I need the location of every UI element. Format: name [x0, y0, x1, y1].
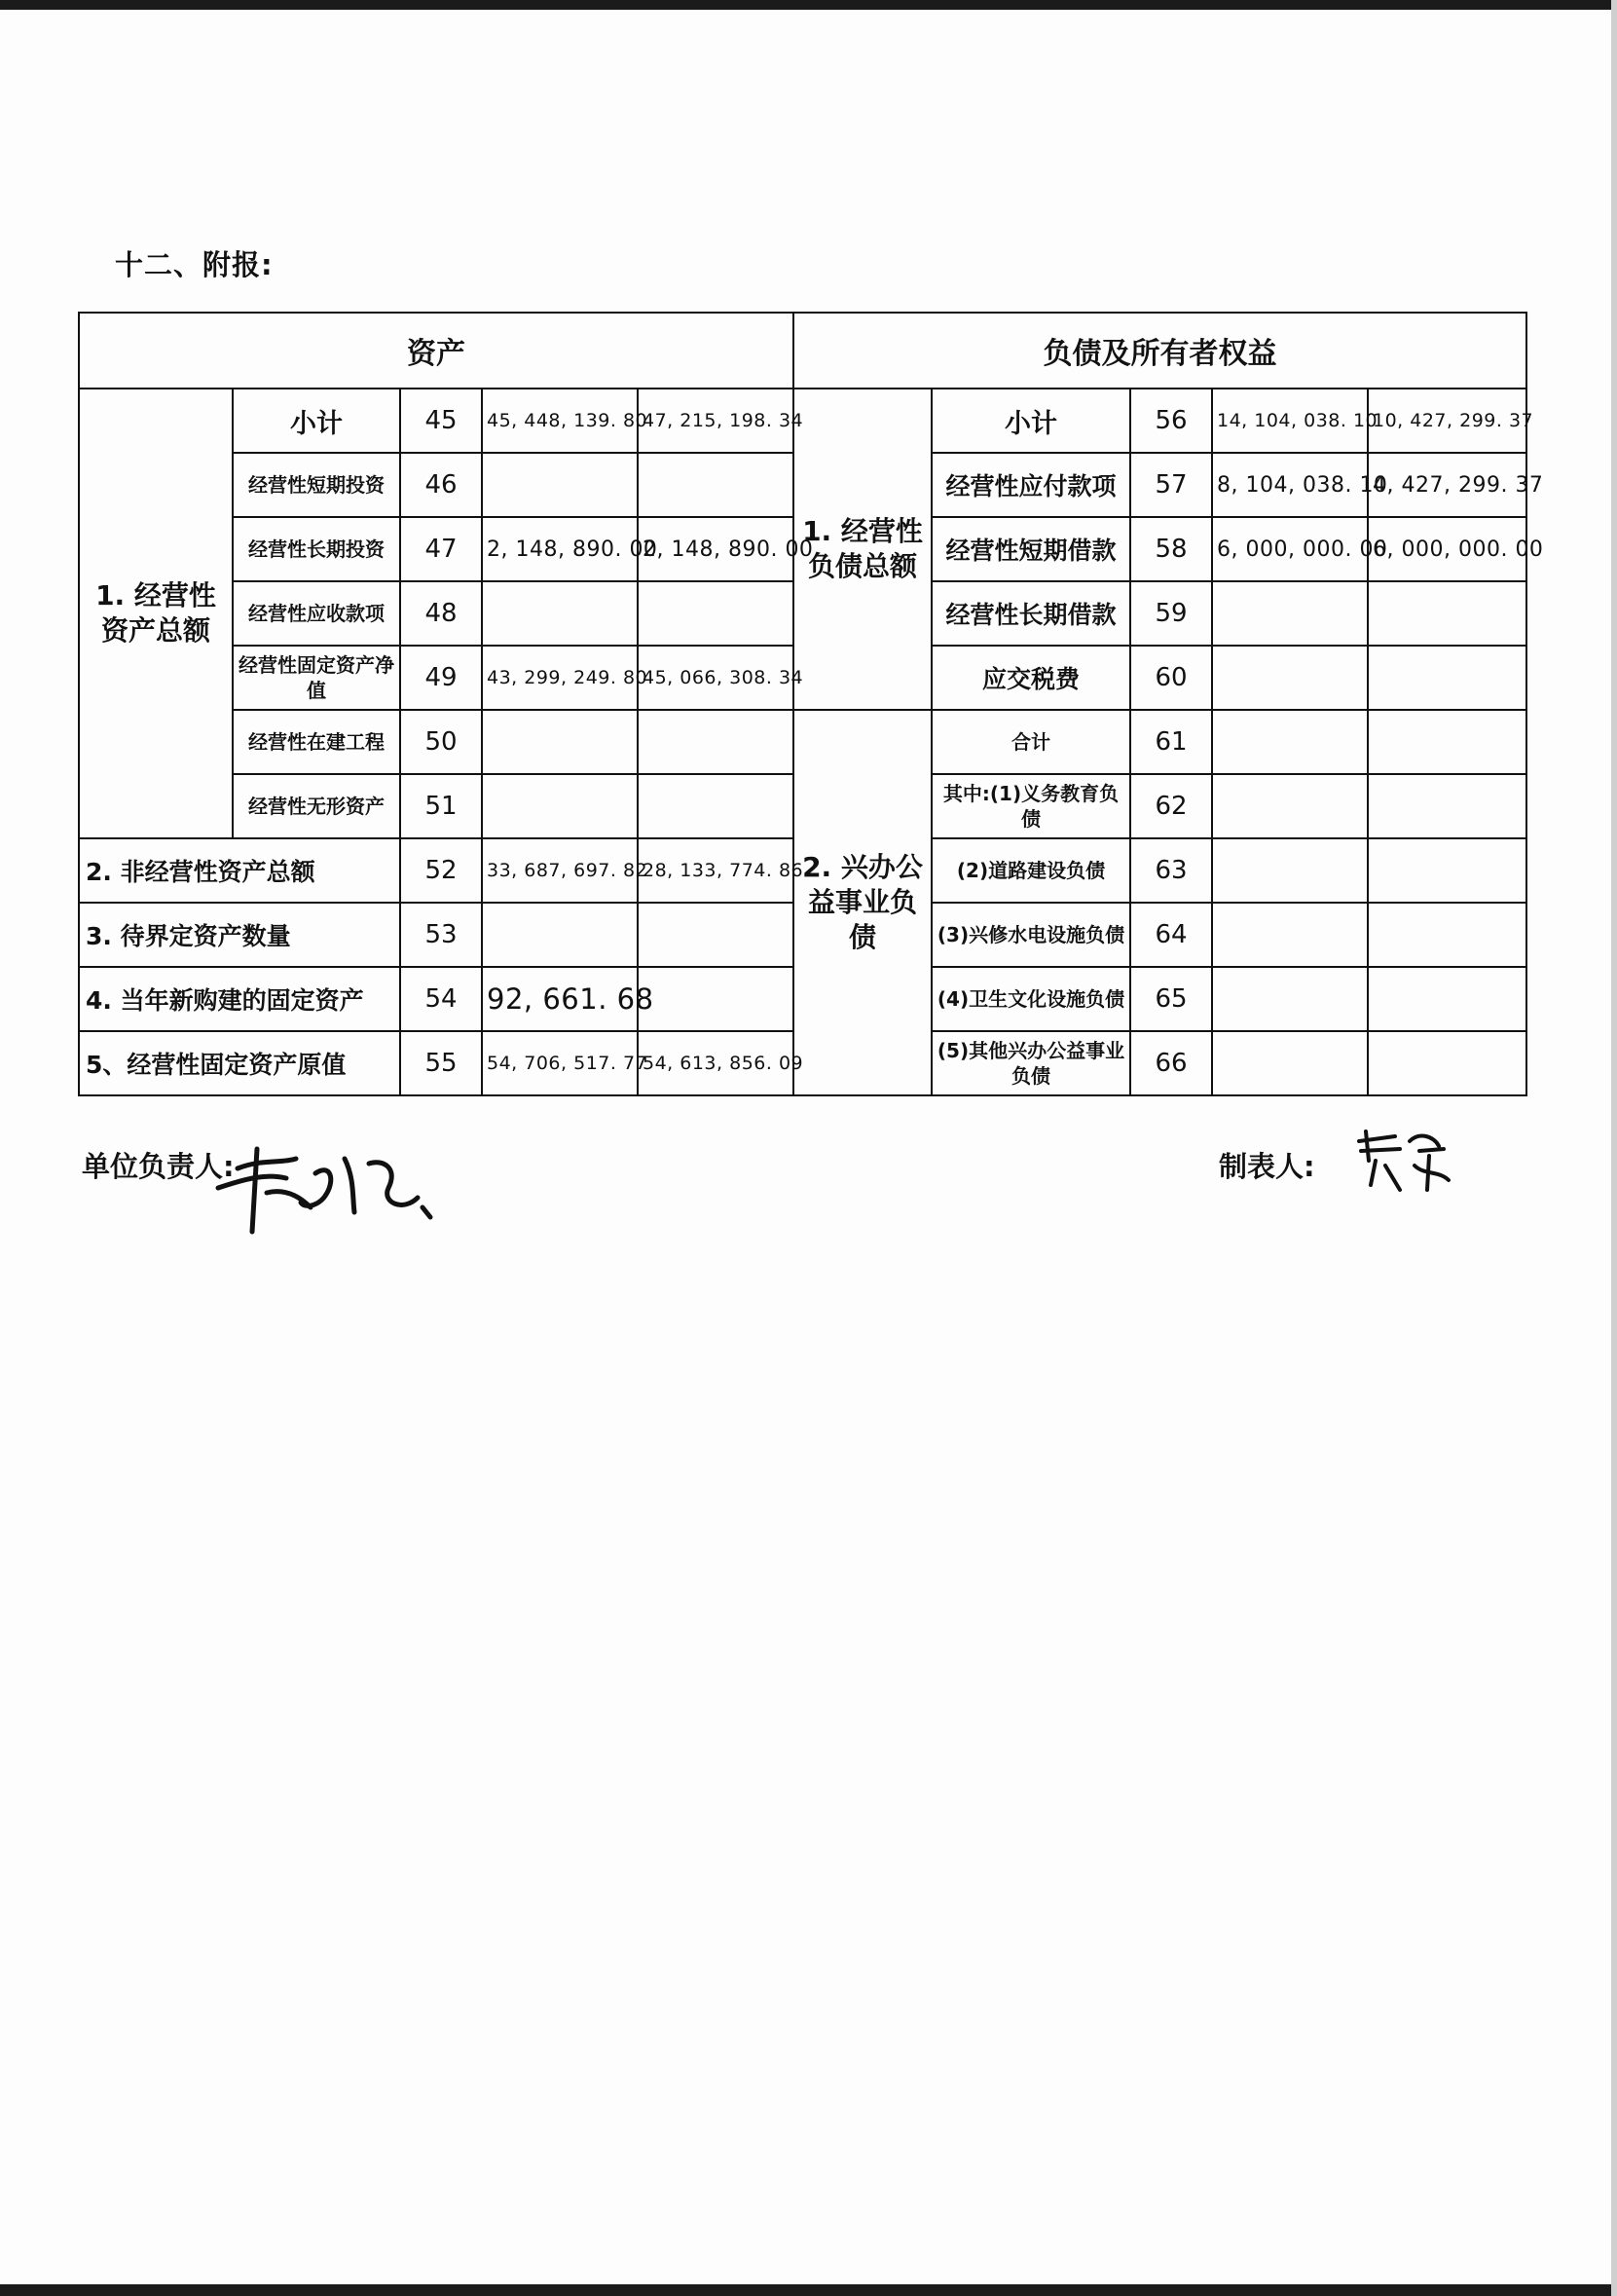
liability-row-value-2 — [1368, 967, 1526, 1031]
liability-row-value-1 — [1212, 710, 1368, 774]
liability-row-value-1 — [1212, 967, 1368, 1031]
liability-row-label: (2)道路建设负债 — [932, 838, 1130, 903]
liability-row-label: 其中:(1)义务教育负债 — [932, 774, 1130, 838]
supplementary-report-table — [78, 312, 1544, 1096]
asset-row-value-2: 47, 215, 198. 34 — [638, 389, 793, 453]
liability-row-label: (4)卫生文化设施负债 — [932, 967, 1130, 1031]
asset-row-value-1: 33, 687, 697. 82 — [482, 838, 638, 903]
liability-row-value-2 — [1368, 774, 1526, 838]
asset-row-no: 52 — [400, 838, 482, 903]
liability-row-no: 58 — [1130, 517, 1212, 581]
asset-row-value-1: 45, 448, 139. 80 — [482, 389, 638, 453]
liability-row-value-1: 8, 104, 038. 10 — [1212, 453, 1368, 517]
liability-row-value-1: 6, 000, 000. 00 — [1212, 517, 1368, 581]
asset-row-value-2: 2, 148, 890. 00 — [638, 517, 793, 581]
operating-assets-group: 1. 经营性资产总额 — [79, 389, 233, 838]
liability-row-no: 60 — [1130, 646, 1212, 710]
liability-row-value-2: 10, 427, 299. 37 — [1368, 389, 1526, 453]
liability-row-label: 合计 — [932, 710, 1130, 774]
liability-row-label: 小计 — [932, 389, 1130, 453]
liability-row-value-2 — [1368, 646, 1526, 710]
preparer-label: 制表人: — [1219, 1150, 1315, 1183]
liability-row-value-2 — [1368, 903, 1526, 967]
public-welfare-liabilities-group: 2. 兴办公益事业负债 — [793, 710, 932, 1095]
preparer-signature — [1351, 1122, 1468, 1200]
liability-row-value-2 — [1368, 581, 1526, 646]
liability-row-no: 61 — [1130, 710, 1212, 774]
liability-row-value-1 — [1212, 1031, 1368, 1095]
asset-row-value-1: 54, 706, 517. 77 — [482, 1031, 638, 1095]
liability-row-label: (3)兴修水电设施负债 — [932, 903, 1130, 967]
liability-row-no: 57 — [1130, 453, 1212, 517]
asset-row-label: 经营性短期投资 — [233, 453, 400, 517]
liability-row-label: 经营性应付款项 — [932, 453, 1130, 517]
scan-edge-top — [0, 0, 1617, 10]
liability-row-no: 63 — [1130, 838, 1212, 903]
asset-row-value-2: 45, 066, 308. 34 — [638, 646, 793, 710]
liability-row-value-1 — [1212, 581, 1368, 646]
liabilities-header: 负债及所有者权益 — [793, 313, 1526, 389]
operating-liabilities-group: 1. 经营性负债总额 — [793, 389, 932, 710]
section-title: 十二、附报: — [115, 248, 274, 281]
asset-row-value-2 — [638, 967, 793, 1031]
liability-row-value-1 — [1212, 774, 1368, 838]
asset-row-value-2 — [638, 903, 793, 967]
liability-row-label: 经营性短期借款 — [932, 517, 1130, 581]
liability-row-no: 62 — [1130, 774, 1212, 838]
liability-row-value-1: 14, 104, 038. 10 — [1212, 389, 1368, 453]
asset-row-no: 48 — [400, 581, 482, 646]
asset-row-label: 3. 待界定资产数量 — [79, 903, 400, 967]
asset-row-value-1 — [482, 581, 638, 646]
asset-row-value-1 — [482, 774, 638, 838]
asset-row-value-1 — [482, 453, 638, 517]
liability-row-value-2 — [1368, 838, 1526, 903]
asset-row-value-2 — [638, 581, 793, 646]
asset-row-label: 4. 当年新购建的固定资产 — [79, 967, 400, 1031]
asset-row-label: 经营性应收款项 — [233, 581, 400, 646]
asset-row-no: 47 — [400, 517, 482, 581]
asset-row-no: 55 — [400, 1031, 482, 1095]
asset-row-label: 经营性长期投资 — [233, 517, 400, 581]
asset-row-label: 5、经营性固定资产原值 — [79, 1031, 400, 1095]
liability-row-label: 应交税费 — [932, 646, 1130, 710]
liability-row-no: 56 — [1130, 389, 1212, 453]
asset-row-label: 2. 非经营性资产总额 — [79, 838, 400, 903]
asset-row-value-1: 2, 148, 890. 00 — [482, 517, 638, 581]
asset-row-no: 45 — [400, 389, 482, 453]
liability-row-label: (5)其他兴办公益事业负债 — [932, 1031, 1130, 1095]
asset-row-no: 46 — [400, 453, 482, 517]
asset-row-no: 49 — [400, 646, 482, 710]
liability-row-no: 59 — [1130, 581, 1212, 646]
liability-row-value-1 — [1212, 838, 1368, 903]
asset-row-no: 54 — [400, 967, 482, 1031]
liability-row-value-2: 6, 000, 000. 00 — [1368, 517, 1526, 581]
asset-row-value-2 — [638, 453, 793, 517]
liability-row-value-1 — [1212, 903, 1368, 967]
asset-row-value-1 — [482, 710, 638, 774]
asset-row-value-2 — [638, 774, 793, 838]
unit-head-label: 单位负责人: — [82, 1150, 235, 1183]
unit-head-signature — [208, 1120, 442, 1237]
liability-row-label: 经营性长期借款 — [932, 581, 1130, 646]
asset-row-value-1: 92, 661. 68 — [482, 967, 638, 1031]
liability-row-value-2 — [1368, 710, 1526, 774]
liability-row-no: 64 — [1130, 903, 1212, 967]
asset-row-value-1: 43, 299, 249. 80 — [482, 646, 638, 710]
asset-row-value-2: 54, 613, 856. 09 — [638, 1031, 793, 1095]
asset-row-label: 经营性固定资产净值 — [233, 646, 400, 710]
asset-row-value-2: 28, 133, 774. 86 — [638, 838, 793, 903]
asset-row-label: 经营性在建工程 — [233, 710, 400, 774]
liability-row-no: 65 — [1130, 967, 1212, 1031]
asset-row-no: 50 — [400, 710, 482, 774]
scan-edge-right — [1611, 0, 1617, 2296]
asset-row-no: 51 — [400, 774, 482, 838]
liability-row-value-2 — [1368, 1031, 1526, 1095]
asset-row-no: 53 — [400, 903, 482, 967]
asset-row-value-1 — [482, 903, 638, 967]
asset-row-label: 小计 — [233, 389, 400, 453]
asset-row-label: 经营性无形资产 — [233, 774, 400, 838]
scan-edge-bottom — [0, 2284, 1617, 2296]
liability-row-no: 66 — [1130, 1031, 1212, 1095]
liability-row-value-1 — [1212, 646, 1368, 710]
asset-row-value-2 — [638, 710, 793, 774]
assets-header: 资产 — [79, 313, 793, 389]
liability-row-value-2: 4, 427, 299. 37 — [1368, 453, 1526, 517]
